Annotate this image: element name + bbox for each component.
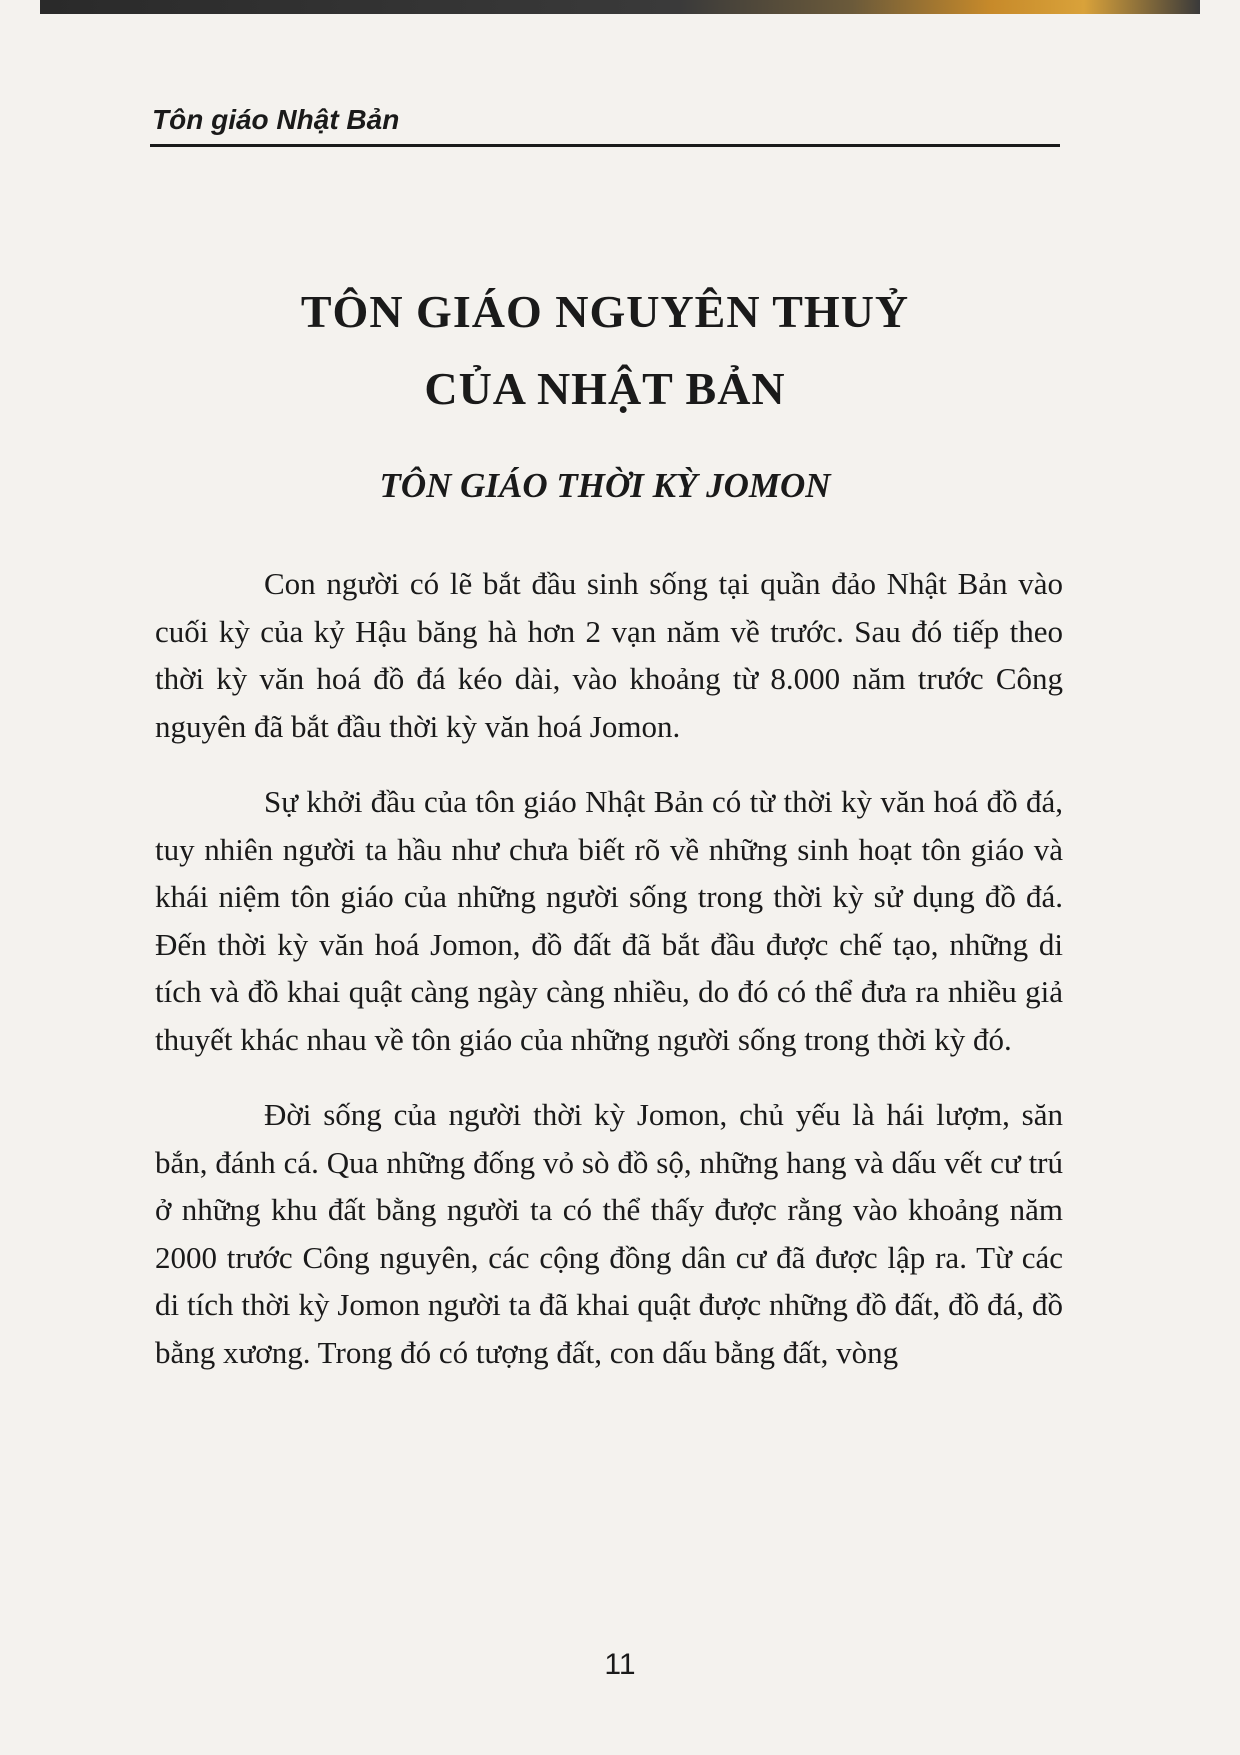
scan-top-edge — [40, 0, 1200, 14]
running-title: Tôn giáo Nhật Bản — [152, 104, 400, 135]
body-text — [155, 560, 1063, 1404]
paragraph-2: Sự khởi đầu của tôn giáo Nhật Bản có từ thời kỳ văn hoá đồ đá, tuy nhiên người ta hầu như chưa biết rõ về những sinh hoạt tôn giáo và khái niệm tôn giáo của những người sống trong thời kỳ sử dụng đồ đá. Đến thời kỳ văn hoá Jomon, đồ đất đã bắt đầu được chế tạo, những di tích và đồ khai quật càng ngày càng nhiều, do đó có thể đưa ra nhiều giả thuyết khác nhau về tôn giáo của những người sống trong thời kỳ đó. — [155, 784, 1063, 1057]
running-header — [150, 100, 1060, 147]
chapter-title-line-2: CỦA NHẬT BẢN — [424, 363, 786, 414]
paragraph-3: Đời sống của người thời kỳ Jomon, chủ yếu là hái lượm, săn bắn, đánh cá. Qua những đống vỏ sò đồ sộ, những hang và dấu vết cư trú ở những khu đất bằng người ta có thể thấy được rằng vào khoảng năm 2000 trước Công nguyên, các cộng đồng dân cư đã được lập ra. Từ các di tích thời kỳ Jomon người ta đã khai quật được những đồ đất, đồ đá, đồ bằng xương. Trong đó có tượng đất, con dấu bằng đất, vòng — [155, 1097, 1063, 1370]
page-number: 11 — [604, 1648, 636, 1681]
section-title: TÔN GIÁO THỜI KỲ JOMON — [379, 466, 831, 505]
chapter-title-line-1: TÔN GIÁO NGUYÊN THUỶ — [300, 286, 910, 337]
paragraph-1: Con người có lẽ bắt đầu sinh sống tại quần đảo Nhật Bản vào cuối kỳ của kỷ Hậu băng hà hơn 2 vạn năm về trước. Sau đó tiếp theo thời kỳ văn hoá đồ đá kéo dài, vào khoảng từ 8.000 năm trước Công nguyên đã bắt đầu thời kỳ văn hoá Jomon. — [155, 566, 1063, 744]
